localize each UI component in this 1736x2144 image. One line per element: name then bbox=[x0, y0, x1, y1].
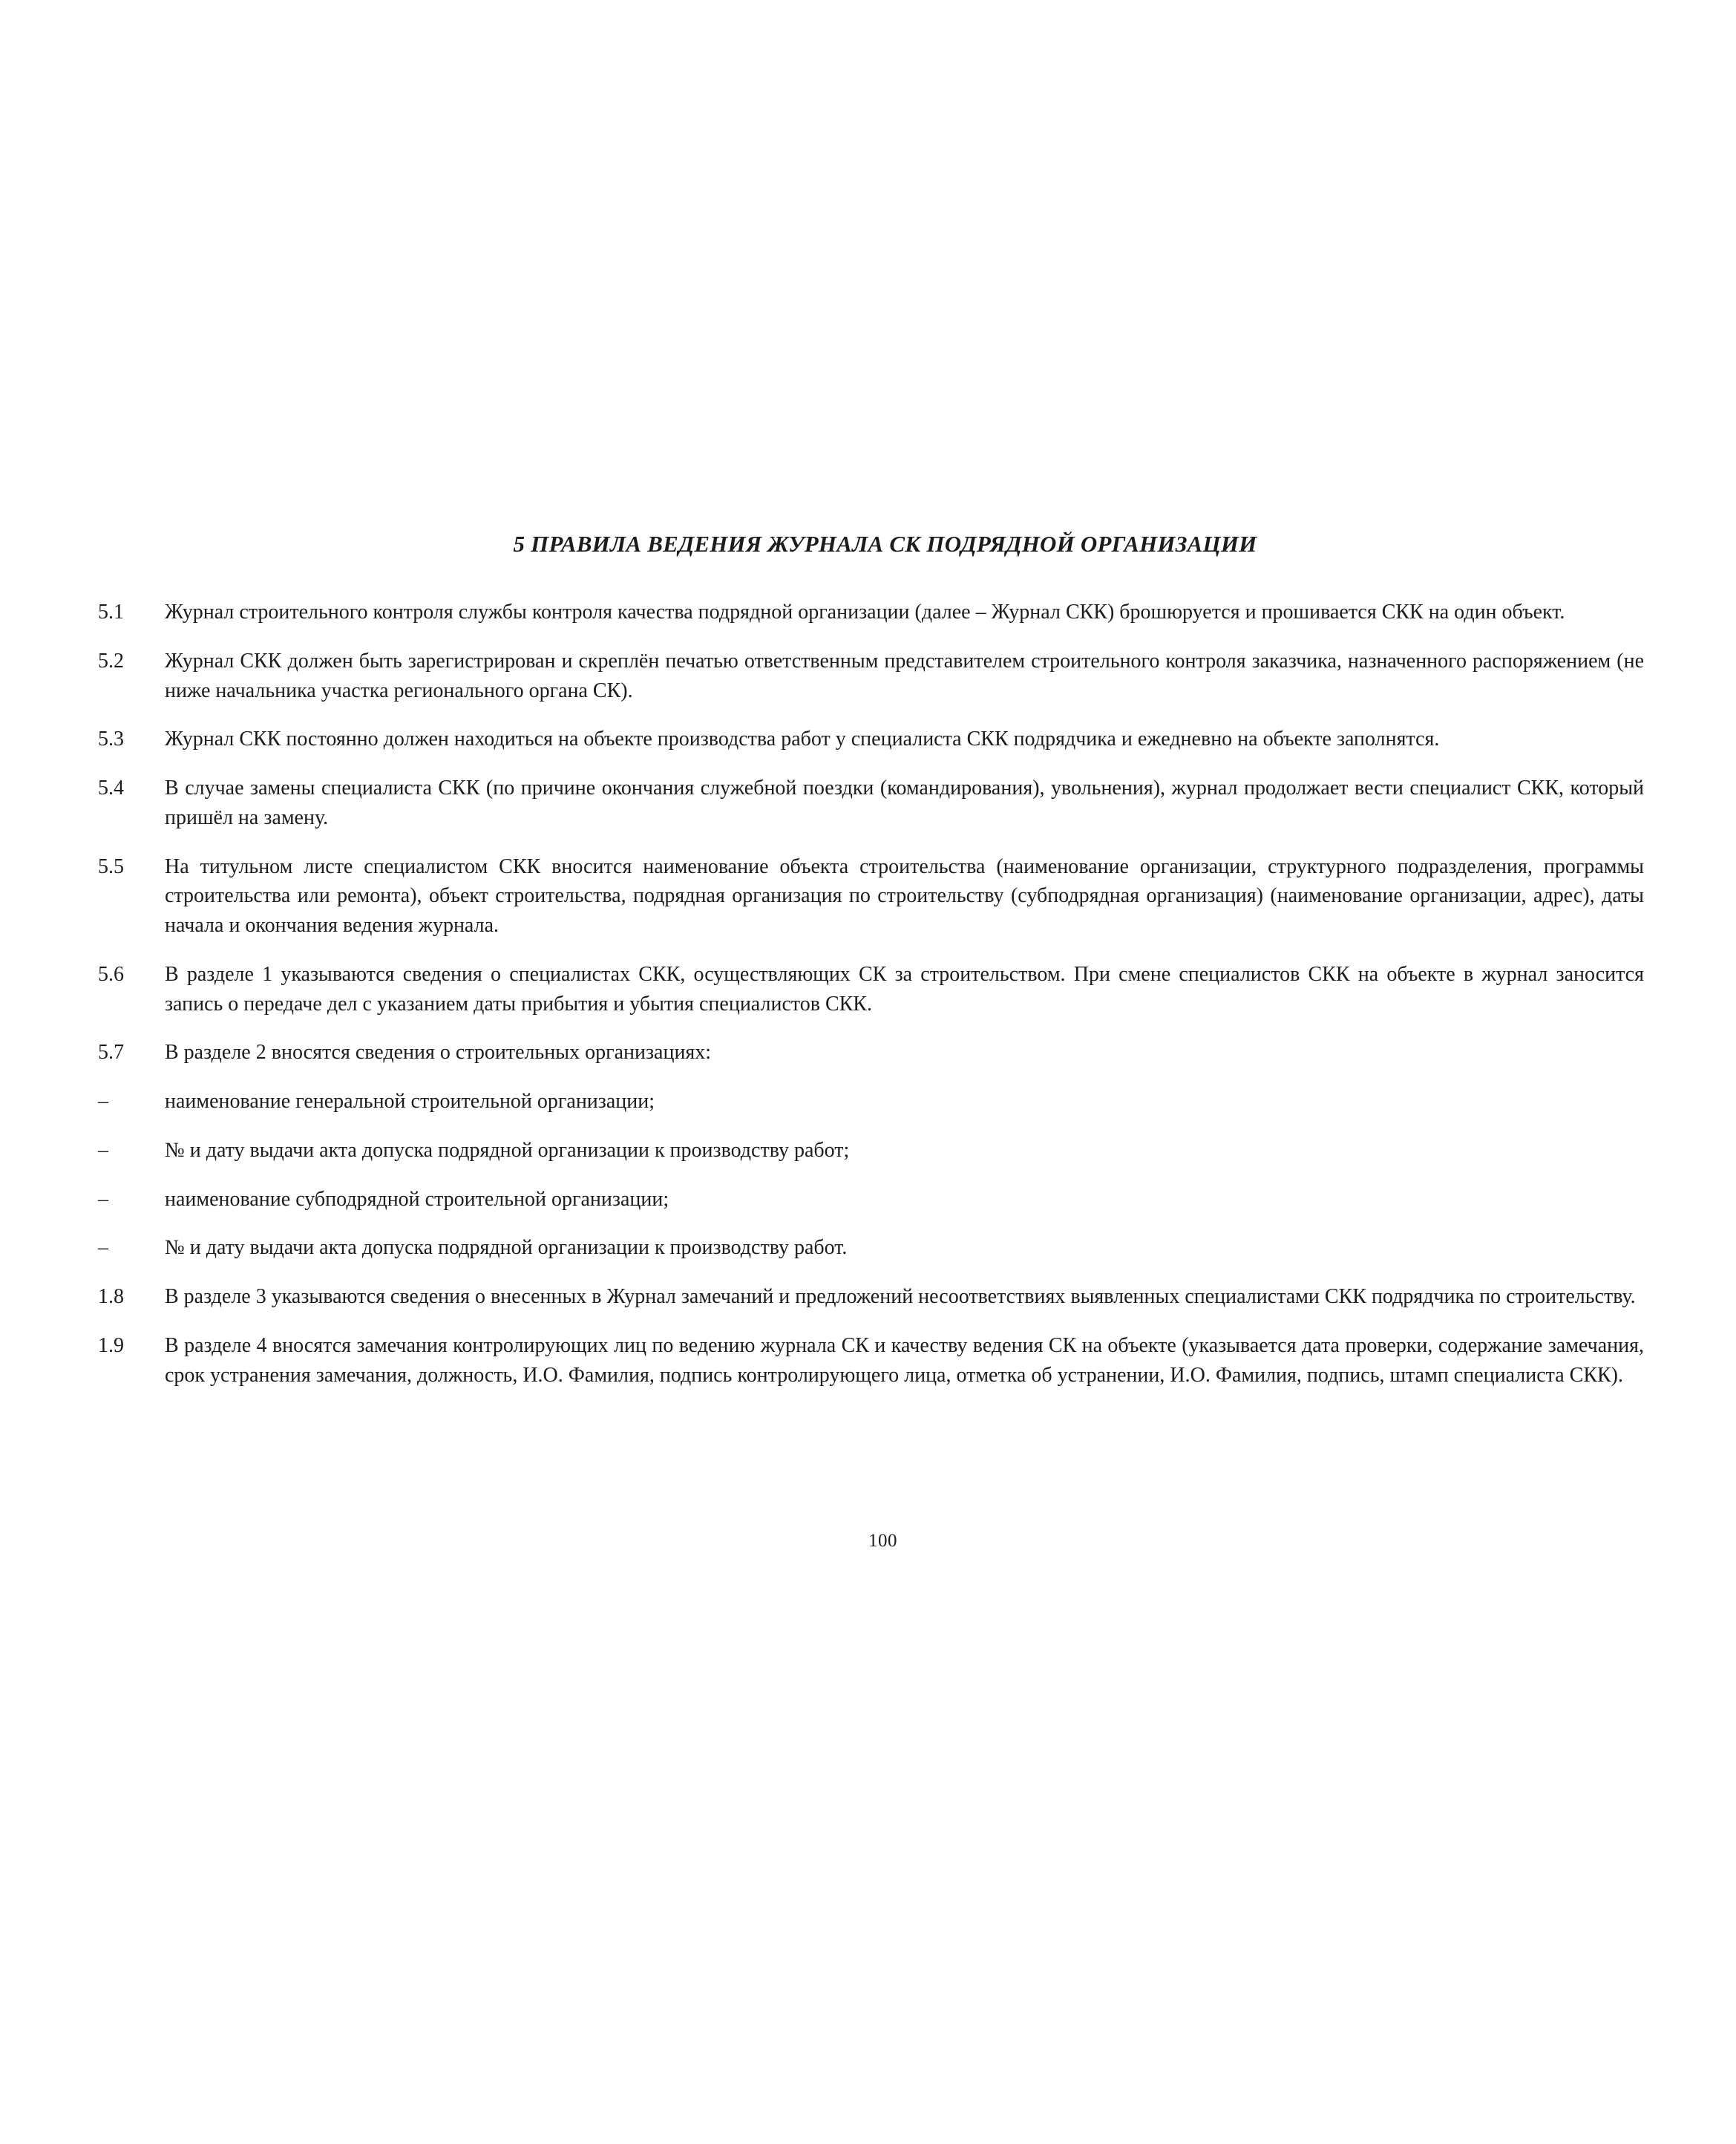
clause-number: 5.2 bbox=[98, 649, 124, 673]
list-marker: – bbox=[98, 1236, 108, 1260]
clause-text: Журнал СКК постоянно должен находиться на объекте производства работ у специалиста СКК подрядчика и ежедневно на объекте заполнятся. bbox=[165, 728, 1440, 751]
clause-number: 1.8 bbox=[98, 1285, 124, 1308]
clause-1-8 bbox=[96, 1282, 1644, 1312]
clause-text: В разделе 1 указываются сведения о специалистах СКК, осуществляющих СК за строительством. При смене специалистов СКК на объекте в журнал заносится запись о передаче дел с указанием даты прибытия и убытия специалистов СКК. bbox=[165, 962, 1644, 1016]
clause-5-6 bbox=[96, 960, 1644, 1019]
list-item-text: наименование генеральной строительной организации; bbox=[165, 1090, 655, 1113]
list-marker: – bbox=[98, 1090, 108, 1113]
clause-text: В случае замены специалиста СКК (по причине окончания служебной поездки (командирования), увольнения), журнал продолжает вести специалист СКК, который пришёл на замену. bbox=[165, 777, 1644, 829]
clause-5-4 bbox=[96, 774, 1644, 833]
list-item bbox=[96, 1233, 1644, 1263]
clause-5-7 bbox=[96, 1038, 1644, 1068]
document-content bbox=[96, 531, 1644, 1409]
clause-number: 1.9 bbox=[98, 1333, 124, 1357]
clause-text: На титульном листе специалистом СКК вносится наименование объекта строительства (наименование организации, структурного подразделения, программы строительства или ремонта), объект строительства, подрядная организация по строительству (субподрядная организация) (наименование организации, адрес), даты начала и окончания ведения журнала. bbox=[165, 854, 1644, 937]
clause-text: В разделе 4 вносятся замечания контролирующих лиц по ведению журнала СК и качеству ведения СК на объекте (указывается дата проверки, содержание замечания, срок устранения замечания, должность, И.О. Фамилия, подпись контролирующего лица, отметка об устранении, И.О. Фамилия, подпись, штамп специалиста СКК). bbox=[165, 1333, 1644, 1387]
list-item-text: № и дату выдачи акта допуска подрядной организации к производству работ; bbox=[165, 1138, 850, 1162]
list-item bbox=[96, 1136, 1644, 1166]
clause-5-5 bbox=[96, 852, 1644, 941]
clause-5-3 bbox=[96, 725, 1644, 754]
list-marker: – bbox=[98, 1187, 108, 1211]
clause-text: В разделе 3 указываются сведения о внесенных в Журнал замечаний и предложений несоответствиях выявленных специалистами СКК подрядчика по строительству. bbox=[165, 1285, 1636, 1308]
page-number: 100 bbox=[868, 1531, 897, 1551]
clause-number: 5.1 bbox=[98, 601, 124, 624]
clause-text: В разделе 2 вносятся сведения о строительных организациях: bbox=[165, 1041, 712, 1065]
list-item-text: № и дату выдачи акта допуска подрядной организации к производству работ. bbox=[165, 1236, 848, 1260]
clause-5-1 bbox=[96, 598, 1644, 627]
list-marker: – bbox=[98, 1138, 108, 1162]
clause-text: Журнал строительного контроля службы контроля качества подрядной организации (далее – Журнал СКК) брошюруется и прошивается СКК на один объект. bbox=[165, 601, 1565, 624]
clause-number: 5.3 bbox=[98, 728, 124, 751]
page-title: 5 ПРАВИЛА ВЕДЕНИЯ ЖУРНАЛА СК ПОДРЯДНОЙ ОРГАНИЗАЦИИ bbox=[513, 531, 1257, 557]
list-item bbox=[96, 1185, 1644, 1215]
clause-number: 5.4 bbox=[98, 777, 124, 800]
clause-number: 5.5 bbox=[98, 854, 124, 878]
clause-number: 5.7 bbox=[98, 1041, 124, 1065]
list-item bbox=[96, 1087, 1644, 1117]
list-item-text: наименование субподрядной строительной организации; bbox=[165, 1187, 669, 1211]
clause-text: Журнал СКК должен быть зарегистрирован и скреплён печатью ответственным представителем строительного контроля заказчика, назначенного распоряжением (не ниже начальника участка регионального органа СК). bbox=[165, 649, 1644, 702]
clause-5-2 bbox=[96, 647, 1644, 706]
clause-1-9 bbox=[96, 1331, 1644, 1390]
clause-number: 5.6 bbox=[98, 962, 124, 986]
